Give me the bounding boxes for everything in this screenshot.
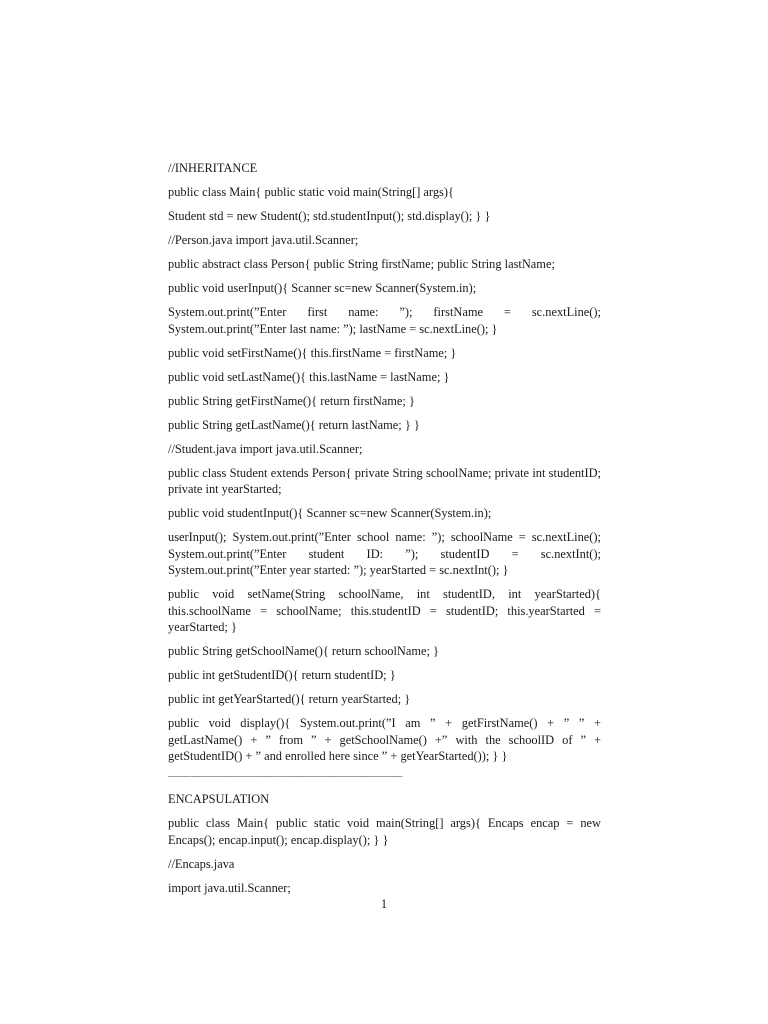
paragraph: public String getSchoolName(){ return schoolName; } [168,644,440,658]
paragraph: public abstract class Person{ public String firstName; public String lastName; [168,257,555,271]
paragraph: public void setFirstName(){ this.firstName = firstName; } [168,345,457,360]
paragraph: //INHERITANCE [168,161,258,175]
paragraph: public int getYearStarted(){ return yearStarted; } [168,692,411,706]
paragraph: public String getLastName(){ return lastName; } } [168,417,420,432]
paragraph: public void setName(String schoolName, int studentID, int yearStarted){ this.schoolName = schoolName; this.studentID = studentID; this.yearStarted = yearStarted; } [168,587,601,634]
paragraph: public void setLastName(){ this.lastName = lastName; } [168,369,450,384]
dashed-separator: -------------------------------------------------------------------------------------------------------------- [168,772,403,780]
paragraph: Student std = new Student(); std.studentInput(); std.display(); } } [168,209,491,223]
paragraph: import java.util.Scanner; [168,880,291,895]
paragraph: //Encaps.java [168,856,235,871]
section-heading: ENCAPSULATION [168,792,270,806]
paragraph: //Student.java import java.util.Scanner; [168,441,363,456]
paragraph: userInput(); System.out.print(”Enter school name: ”); schoolName = sc.nextLine(); System.out.print(”Enter student ID: ”); studentID = sc.nextInt(); System.out.print(”Enter year started: ”); yearStarted = sc.nextInt(); } [168,530,601,577]
paragraph: public void display(){ System.out.print(”I am ” + getFirstName() + ” ” + getLastName() + ” from ” + getSchoolName() +” with the schoolID of ” + getStudentID() + ” and enrolled here since ” + getYearStarted()); } } [168,716,601,763]
encapsulation-section [168,791,601,896]
paragraph: //Person.java import java.util.Scanner; [168,233,359,247]
page-content [168,160,601,904]
paragraph: public class Main{ public static void main(String[] args){ [168,185,454,199]
paragraph: System.out.print(”Enter first name: ”); firstName = sc.nextLine(); System.out.print(”Enter last name: ”); lastName = sc.nextLine(); } [168,305,601,336]
paragraph: public void userInput(){ Scanner sc=new Scanner(System.in); [168,281,477,295]
paragraph: public class Student extends Person{ private String schoolName; private int studentID; private int yearStarted; [168,465,601,496]
page-number: 1 [380,897,388,911]
paragraph: public class Main{ public static void main(String[] args){ Encaps encap = new Encaps(); encap.input(); encap.display(); } } [168,816,601,847]
paragraph: public String getFirstName(){ return firstName; } [168,393,415,408]
inheritance-section [168,160,601,765]
paragraph: public void studentInput(){ Scanner sc=new Scanner(System.in); [168,506,492,520]
paragraph: public int getStudentID(){ return studentID; } [168,668,396,682]
